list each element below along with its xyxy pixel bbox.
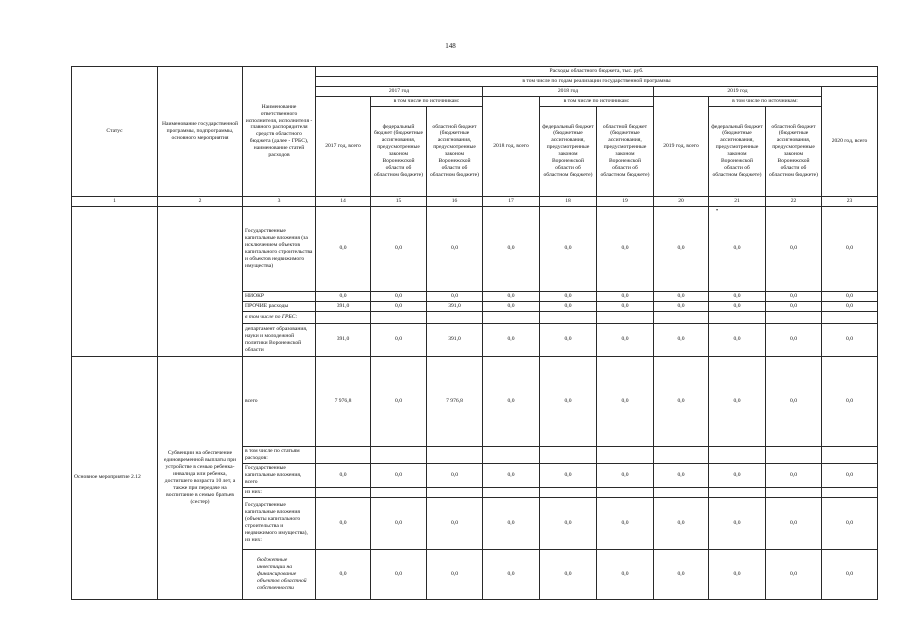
value-cell: 0,0 — [483, 549, 540, 599]
value-cell — [766, 487, 822, 497]
value-cell — [766, 311, 822, 323]
value-cell: 0,0 — [822, 549, 878, 599]
value-cell: 0,0 — [766, 206, 822, 291]
value-cell: 0,0 — [709, 356, 766, 446]
value-cell: 0,0 — [427, 463, 483, 487]
value-cell: 0,0 — [766, 497, 822, 549]
row-label: Государственные капитальные вложения (за исключением объектов капитального строительства и объектов недвижимого имущества) — [243, 206, 316, 291]
value-cell: 0,0 — [766, 356, 822, 446]
row-label: департамент образования, науки и молодежной политики Воронежской области — [243, 323, 316, 356]
header-status: Статус — [72, 67, 158, 197]
value-cell: 391,0 — [316, 301, 371, 311]
header-executor: Наименование ответственного исполнителя, исполнителя - главного распорядителя средств областного бюджета (далее - ГРБС), наименование статей расходов — [243, 67, 316, 197]
column-number-cell: 15 — [371, 196, 427, 206]
value-cell: 0,0 — [597, 301, 654, 311]
value-cell — [766, 446, 822, 463]
column-number-cell: 22 — [766, 196, 822, 206]
value-cell: 0,0 — [427, 497, 483, 549]
value-cell — [483, 311, 540, 323]
value-cell: 0,0 — [427, 206, 483, 291]
header-by-years: в том числе по годам реализации государственной программы — [316, 76, 878, 86]
row-label: бюджетные инвестиции на финансирование объектов областной собственности — [243, 549, 316, 599]
value-cell: 0,0 — [483, 323, 540, 356]
header-regional-2019: областной бюджет (бюджетные ассигнования, предусмотренные законом Воронежской области об областном бюджете) — [766, 106, 822, 196]
column-number-cell: 2 — [158, 196, 243, 206]
column-number-cell: 16 — [427, 196, 483, 206]
value-cell: 0,0 — [822, 206, 878, 291]
value-cell: 0,0 — [766, 463, 822, 487]
value-cell: 0,0 — [709, 206, 766, 291]
value-cell: 0,0 — [540, 463, 597, 487]
value-cell: 0,0 — [654, 206, 709, 291]
value-cell — [540, 311, 597, 323]
value-cell — [427, 446, 483, 463]
value-cell: 0,0 — [597, 356, 654, 446]
value-cell: 0,0 — [371, 206, 427, 291]
value-cell: 0,0 — [540, 301, 597, 311]
value-cell — [483, 487, 540, 497]
header-sources-2017: в том числе по источникам: — [371, 96, 483, 106]
budget-table — [71, 66, 878, 600]
value-cell: 0,0 — [540, 356, 597, 446]
value-cell: 0,0 — [766, 323, 822, 356]
header-total-2019: 2019 год, всего — [654, 96, 709, 196]
value-cell: 0,0 — [597, 463, 654, 487]
status-cell-empty — [72, 206, 158, 356]
value-cell — [483, 446, 540, 463]
value-cell: 0,0 — [766, 291, 822, 301]
header-sources-2019: в том числе по источникам: — [709, 96, 822, 106]
value-cell: 0,0 — [654, 356, 709, 446]
value-cell: 0,0 — [371, 323, 427, 356]
value-cell: 0,0 — [483, 301, 540, 311]
row-label: Государственные капитальные вложения, всего — [243, 463, 316, 487]
value-cell — [427, 487, 483, 497]
header-year-2018: 2018 год — [483, 86, 654, 96]
program-cell-empty — [158, 206, 243, 356]
value-cell: 391,0 — [427, 301, 483, 311]
column-number-cell: 20 — [654, 196, 709, 206]
value-cell: 0,0 — [371, 301, 427, 311]
value-cell — [654, 446, 709, 463]
value-cell — [709, 446, 766, 463]
value-cell — [427, 311, 483, 323]
header-total-2020: 2020 год, всего — [822, 86, 878, 196]
value-cell: 7 976,8 — [316, 356, 371, 446]
value-cell — [597, 446, 654, 463]
value-cell: 0,0 — [427, 291, 483, 301]
value-cell: 0,0 — [597, 549, 654, 599]
value-cell: 7 976,8 — [427, 356, 483, 446]
value-cell — [654, 311, 709, 323]
header-regional-2018: областной бюджет (бюджетные ассигнования, предусмотренные законом Воронежской области об областном бюджете) — [597, 106, 654, 196]
value-cell: 0,0 — [709, 291, 766, 301]
value-cell — [371, 487, 427, 497]
column-number-cell: 17 — [483, 196, 540, 206]
value-cell — [654, 487, 709, 497]
header-program: Наименование государственной программы, подпрограммы, основного мероприятия — [158, 67, 243, 197]
stray-mark: • — [716, 208, 719, 214]
column-number-cell: 19 — [597, 196, 654, 206]
program-name-cell: Субвенции на обеспечение единовременной выплаты при устройстве в семью ребенка-инвалида или ребенка, достигшего возраста 10 лет, а также при передаче на воспитание в семью братьев (сестер) — [158, 356, 243, 599]
value-cell — [822, 311, 878, 323]
header-year-2017: 2017 год — [316, 86, 483, 96]
value-cell: 0,0 — [654, 497, 709, 549]
header-regional-2017: областной бюджет (бюджетные ассигнования, предусмотренные законом Воронежской области об областном бюджете) — [427, 106, 483, 196]
value-cell: 0,0 — [709, 497, 766, 549]
page-number: 148 — [445, 42, 456, 50]
value-cell: 0,0 — [709, 301, 766, 311]
value-cell — [709, 311, 766, 323]
value-cell: 0,0 — [822, 463, 878, 487]
value-cell — [597, 311, 654, 323]
value-cell: 0,0 — [822, 497, 878, 549]
header-year-2019: 2019 год — [654, 86, 822, 96]
value-cell: 0,0 — [316, 291, 371, 301]
value-cell — [316, 446, 371, 463]
value-cell: 0,0 — [540, 497, 597, 549]
header-total-2018: 2018 год, всего — [483, 96, 540, 196]
value-cell — [822, 487, 878, 497]
value-cell: 0,0 — [766, 549, 822, 599]
header-expenses: Расходы областного бюджета, тыс. руб. — [316, 67, 878, 77]
table-row — [72, 206, 878, 291]
value-cell: 0,0 — [822, 323, 878, 356]
value-cell — [597, 487, 654, 497]
value-cell: 0,0 — [540, 291, 597, 301]
header-federal-2018: федеральный бюджет (бюджетные ассигнования, предусмотренные законом Воронежской области об областном бюджете) — [540, 106, 597, 196]
value-cell: 0,0 — [427, 549, 483, 599]
value-cell: 0,0 — [709, 463, 766, 487]
value-cell: 0,0 — [316, 549, 371, 599]
value-cell: 0,0 — [709, 549, 766, 599]
value-cell — [540, 446, 597, 463]
row-label: ПРОЧИЕ расходы — [243, 301, 316, 311]
header-total-2017: 2017 год, всего — [316, 96, 371, 196]
status-cell: Основное мероприятие 2.12 — [72, 356, 158, 599]
value-cell: 0,0 — [654, 323, 709, 356]
value-cell — [316, 487, 371, 497]
table-body — [72, 196, 878, 599]
value-cell: 0,0 — [654, 463, 709, 487]
row-label: всего — [243, 356, 316, 446]
value-cell: 0,0 — [483, 291, 540, 301]
column-number-cell: 18 — [540, 196, 597, 206]
row-label: в том числе по статьям расходов: — [243, 446, 316, 463]
value-cell: 0,0 — [316, 206, 371, 291]
row-label: Государственные капитальные вложения (объекты капитального строительства и недвижимого имущества), из них: — [243, 497, 316, 549]
value-cell: 0,0 — [371, 291, 427, 301]
value-cell: 0,0 — [540, 323, 597, 356]
value-cell: 0,0 — [540, 549, 597, 599]
value-cell: 391,0 — [427, 323, 483, 356]
value-cell: 0,0 — [654, 291, 709, 301]
value-cell — [822, 446, 878, 463]
header-federal-2017: федеральный бюджет (бюджетные ассигнования, предусмотренные законом Воронежской области об областном бюджете) — [371, 106, 427, 196]
value-cell: 0,0 — [766, 301, 822, 311]
value-cell: 0,0 — [316, 497, 371, 549]
value-cell: 0,0 — [371, 549, 427, 599]
value-cell: 0,0 — [371, 463, 427, 487]
table-row — [72, 356, 878, 446]
column-number-row — [72, 196, 878, 206]
value-cell: 0,0 — [371, 497, 427, 549]
header-federal-2019: федеральный бюджет (бюджетные ассигнования, предусмотренные законом Воронежской области об областном бюджете) — [709, 106, 766, 196]
row-label: из них: — [243, 487, 316, 497]
column-number-cell: 3 — [243, 196, 316, 206]
value-cell: 0,0 — [483, 356, 540, 446]
value-cell: 0,0 — [371, 356, 427, 446]
value-cell: 0,0 — [654, 301, 709, 311]
value-cell: 0,0 — [597, 291, 654, 301]
value-cell: 0,0 — [822, 291, 878, 301]
row-label: в том числе по ГРБС: — [243, 311, 316, 323]
value-cell — [540, 487, 597, 497]
column-number-cell: 21 — [709, 196, 766, 206]
value-cell: 0,0 — [483, 206, 540, 291]
value-cell: 0,0 — [709, 323, 766, 356]
header-sources-2018: в том числе по источникам: — [540, 96, 654, 106]
value-cell: 0,0 — [597, 323, 654, 356]
value-cell — [316, 311, 371, 323]
row-label: НИОКР — [243, 291, 316, 301]
value-cell — [371, 311, 427, 323]
value-cell: 0,0 — [316, 463, 371, 487]
value-cell: 0,0 — [483, 463, 540, 487]
column-number-cell: 23 — [822, 196, 878, 206]
value-cell: 0,0 — [597, 497, 654, 549]
value-cell — [371, 446, 427, 463]
column-number-cell: 1 — [72, 196, 158, 206]
value-cell: 0,0 — [822, 356, 878, 446]
value-cell: 0,0 — [822, 301, 878, 311]
table-header — [72, 67, 878, 197]
value-cell: 0,0 — [540, 206, 597, 291]
value-cell: 391,0 — [316, 323, 371, 356]
value-cell: 0,0 — [597, 206, 654, 291]
value-cell: 0,0 — [483, 497, 540, 549]
value-cell: 0,0 — [654, 549, 709, 599]
value-cell — [709, 487, 766, 497]
column-number-cell: 14 — [316, 196, 371, 206]
